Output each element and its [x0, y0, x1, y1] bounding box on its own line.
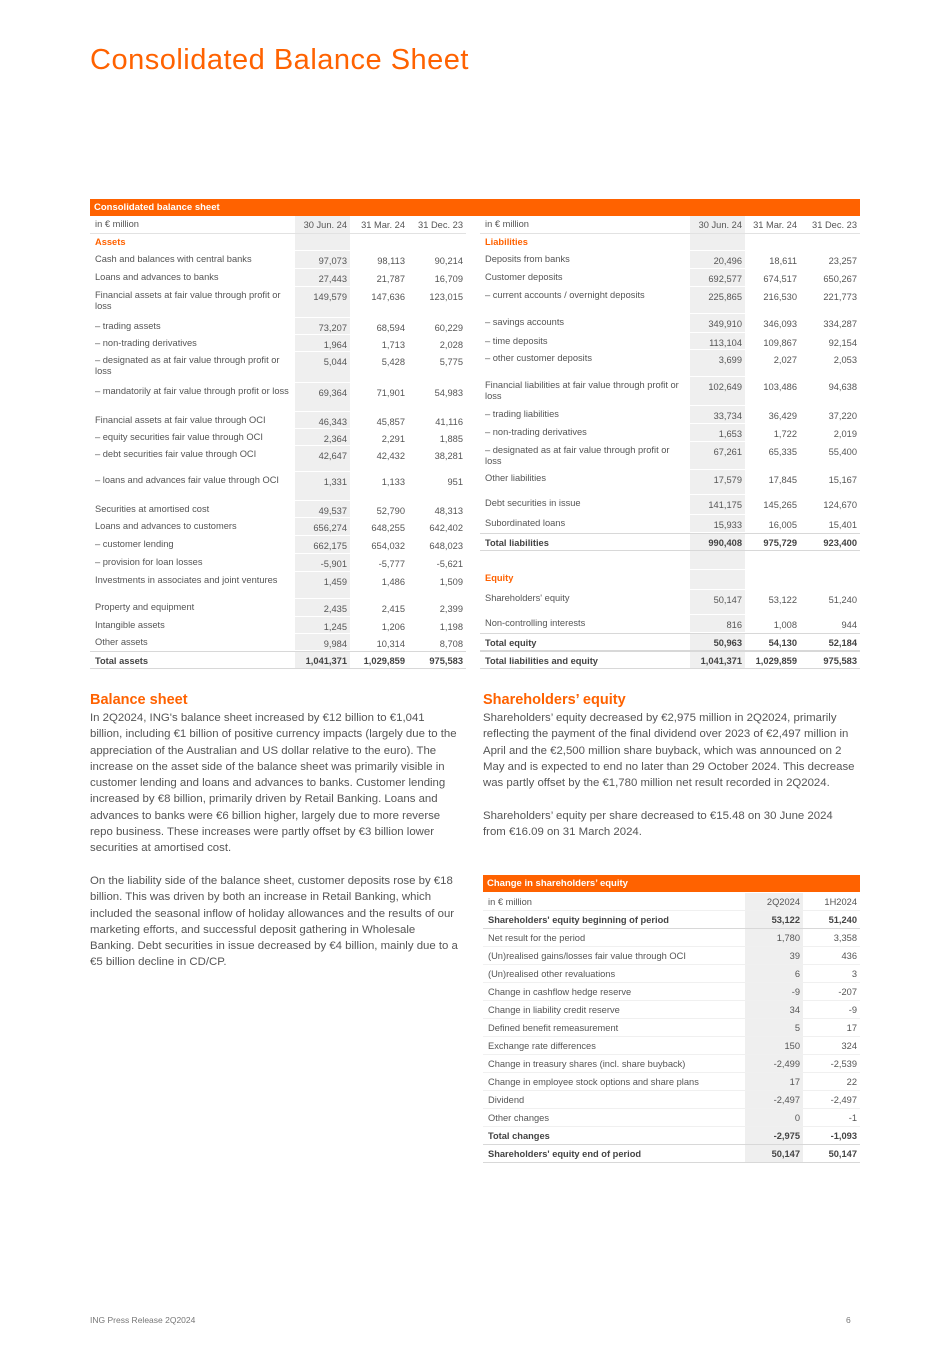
row-label: Liabilities [485, 237, 528, 247]
cell-value: 2,027 [773, 355, 797, 365]
balance-sheet-text [90, 710, 460, 987]
cell-value: 1,198 [439, 622, 463, 632]
cell-value: 41,116 [435, 417, 463, 427]
cell-value: 324 [841, 1041, 857, 1051]
cell-value: 975,583 [429, 656, 463, 666]
row-label: Total changes [488, 1131, 550, 1141]
cell-value: 50,147 [690, 590, 745, 614]
equity-change-header-bar [483, 875, 860, 892]
cell-value: 90,214 [434, 256, 463, 266]
cell-value: 1,331 [295, 472, 350, 500]
row-label: – current accounts / overnight deposits [485, 290, 645, 300]
cell-value: 36,429 [768, 411, 797, 421]
cell-value: 50,147 [745, 1145, 803, 1162]
table-row [90, 501, 466, 518]
cell-value: 15,933 [690, 515, 745, 532]
paragraph: Shareholders’ equity per share decreased to €15.48 on 30 June 2024 from €16.09 on 31 March 2024. [483, 809, 833, 839]
balance-sheet-header-bar [90, 199, 860, 216]
section-label [480, 570, 860, 590]
page-number: 6 [846, 1315, 851, 1325]
cell-value: 1,041,371 [295, 652, 350, 668]
cell-value: 124,670 [823, 500, 857, 510]
table-row [480, 495, 860, 515]
cell-value: -9 [745, 983, 803, 1000]
row-label: Securities at amortised cost [95, 504, 210, 514]
row-label: Other changes [488, 1113, 549, 1123]
table-row [90, 617, 466, 634]
cell-value: -9 [848, 1005, 857, 1015]
row-label: Change in treasury shares (incl. share buyback) [488, 1059, 686, 1069]
footer-text: ING Press Release 2Q2024 [90, 1315, 196, 1325]
cell-value: 102,649 [690, 377, 745, 405]
cell-value: -2,499 [745, 1055, 803, 1072]
cell-value: 648,023 [429, 541, 463, 551]
row-label: Total liabilities [485, 538, 549, 548]
cell-value: 69,364 [295, 383, 350, 411]
cell-value: 68,594 [376, 323, 405, 333]
cell-value: 97,073 [295, 251, 350, 268]
row-label: – trading liabilities [485, 409, 559, 419]
cell-value [295, 234, 350, 250]
row-label: – equity securities fair value through OCI [95, 432, 263, 442]
cell-value: 51,240 [828, 595, 857, 605]
balance-sheet-heading: Balance sheet [90, 692, 188, 708]
cell-value: 54,983 [434, 388, 463, 398]
cell-value: 3,358 [833, 933, 857, 943]
cell-value: 1,780 [745, 929, 803, 946]
cell-value: -5,777 [378, 559, 405, 569]
cell-value: 1,509 [439, 577, 463, 587]
table-row [480, 251, 860, 269]
cell-value: 923,400 [823, 538, 857, 548]
row-label: Loans and advances to customers [95, 521, 237, 531]
cell-value: 1,206 [381, 622, 405, 632]
cell-value: 975,583 [823, 656, 857, 666]
cell-value: 55,400 [828, 447, 857, 457]
cell-value: -1,093 [830, 1131, 857, 1141]
cell-value: 10,314 [376, 639, 405, 649]
cell-value: 54,130 [768, 638, 797, 648]
cell-value: 1,029,859 [363, 656, 405, 666]
cell-value: 50,147 [828, 1149, 857, 1159]
cell-value: 650,267 [823, 274, 857, 284]
table-row [90, 429, 466, 446]
row-label: Financial assets at fair value through profit or loss [95, 290, 281, 311]
cell-value: 9,984 [295, 634, 350, 650]
cell-value: 692,577 [690, 269, 745, 286]
row-label: Financial liabilities at fair value through profit or loss [485, 380, 679, 401]
table-row [90, 287, 466, 318]
cell-value: 20,496 [690, 251, 745, 268]
row-label: – customer lending [95, 539, 174, 549]
liabilities-table [480, 216, 860, 669]
cell-value: 216,530 [763, 292, 797, 302]
cell-value: 21,787 [376, 274, 405, 284]
cell-value: 944 [841, 620, 857, 630]
cell-value: 34 [745, 1001, 803, 1018]
row-label: Equity [485, 573, 514, 583]
table-row [483, 965, 860, 983]
total-row [483, 1127, 860, 1145]
cell-value: 1,245 [295, 617, 350, 633]
cell-value: 2,435 [295, 599, 350, 616]
row-label: (Un)realised gains/losses fair value through OCI [488, 951, 686, 961]
table-row [480, 551, 860, 570]
table-row [480, 406, 860, 424]
table-row [90, 335, 466, 352]
row-label: – time deposits [485, 336, 548, 346]
table-header-row [483, 893, 860, 911]
cell-value: 42,647 [295, 446, 350, 471]
table-row [483, 1091, 860, 1109]
row-label: Change in liability credit reserve [488, 1005, 620, 1015]
table-row [90, 518, 466, 536]
cell-value [690, 551, 745, 569]
cell-value: 45,857 [376, 417, 405, 427]
cell-value: 145,265 [763, 500, 797, 510]
total-row [90, 651, 466, 669]
cell-value: 436 [841, 951, 857, 961]
table-row [483, 1073, 860, 1091]
cell-value: -2,975 [745, 1127, 803, 1144]
cell-value: 52,790 [376, 506, 405, 516]
table-row [480, 442, 860, 470]
table-row [90, 352, 466, 383]
table-row [90, 269, 466, 287]
cell-value: -2,497 [830, 1095, 857, 1105]
row-label: Other liabilities [485, 473, 546, 483]
cell-value: 51,240 [828, 915, 857, 925]
unit-label: in € million [488, 897, 532, 907]
cell-value [800, 551, 860, 569]
row-label: Net result for the period [488, 933, 586, 943]
cell-value: 2,399 [439, 604, 463, 614]
row-label: Deposits from banks [485, 254, 570, 264]
column-header: 31 Dec. 23 [418, 220, 463, 230]
table-row [483, 1109, 860, 1127]
row-label: – non-trading derivatives [485, 427, 587, 437]
cell-value: -207 [838, 987, 857, 997]
cell-value: 2,291 [381, 434, 405, 444]
row-label: – designated as at fair value through profit or loss [485, 445, 670, 466]
cell-value: 92,154 [828, 338, 857, 348]
cell-value: 990,408 [690, 534, 745, 550]
row-label: Exchange rate differences [488, 1041, 596, 1051]
row-label: Loans and advances to banks [95, 272, 219, 282]
cell-value: 2,028 [439, 340, 463, 350]
cell-value [745, 570, 800, 589]
table-row [480, 287, 860, 314]
cell-value: 48,313 [434, 506, 463, 516]
cell-value: 49,537 [295, 501, 350, 517]
equity-change-table [483, 893, 860, 1163]
cell-value: 1,722 [773, 429, 797, 439]
table-row [90, 446, 466, 472]
row-label: Other assets [95, 637, 148, 647]
table-row [480, 333, 860, 350]
paragraph: In 2Q2024, ING's balance sheet increased by €12 billion to €1,041 billion, including €1 billion of positive currency impacts (largely due to the appreciation of the Australian and US dollar relative to the euro). The increase on the asset side of the balance sheet was primarily visible in customer lending and loans and advances to banks. Customer lending increased by €8 billion, primarily driven by Retail Banking. Loans and advances to banks were €6 billion higher, largely due to more reverse repo business. These increases were partly offset by €3 billion lower securities at amortised cost. [90, 712, 457, 855]
row-label: Shareholders' equity end of period [488, 1149, 642, 1159]
cell-value: 2,019 [833, 429, 857, 439]
cell-value: 3 [851, 969, 857, 979]
cell-value: 5,775 [439, 357, 463, 367]
total-row [480, 533, 860, 551]
paragraph: Shareholders’ equity decreased by €2,975 million in 2Q2024, primarily reflecting the payment of the final dividend over 2023 of €2,497 million in April and the €2,500 million share buyback, which was announced on 2 May and is expected to end no later than 29 October 2024. This decrease was partly offset by the €1,780 million net result recorded in 2Q2024. [483, 712, 855, 790]
cell-value: 0 [745, 1109, 803, 1126]
row-label: Debt securities in issue [485, 498, 581, 508]
total-row [483, 911, 860, 929]
column-header: 2Q2024 [745, 893, 803, 910]
cell-value: 37,220 [828, 411, 857, 421]
cell-value: 2,053 [833, 355, 857, 365]
row-label: Defined benefit remeasurement [488, 1023, 619, 1033]
cell-value: -2,539 [830, 1059, 857, 1069]
row-label: Property and equipment [95, 602, 195, 612]
cell-value: 17 [745, 1073, 803, 1090]
cell-value: 27,443 [295, 269, 350, 286]
row-label: – debt securities fair value through OCI [95, 449, 257, 459]
paragraph: On the liability side of the balance sheet, customer deposits rose by €18 billion. This was driven by both an increase in Retail Banking, which included the seasonal inflow of holiday allowances and the results of our marketing efforts, and successful deposit gathering in Wholesale Banking. Debt securities in issue decreased by €4 billion, mainly due to a €5 billion decline in CD/CP. [90, 874, 458, 969]
cell-value: 1,885 [439, 434, 463, 444]
cell-value: 1,133 [381, 477, 405, 487]
cell-value: 149,579 [295, 287, 350, 317]
cell-value: 1,029,859 [755, 656, 797, 666]
table-row [480, 269, 860, 287]
row-label: Assets [95, 237, 126, 247]
cell-value: 1,964 [295, 335, 350, 351]
row-label: Change in employee stock options and share plans [488, 1077, 699, 1087]
row-label: Investments in associates and joint ventures [95, 575, 278, 585]
cell-value: 53,122 [768, 595, 797, 605]
row-label: (Un)realised other revaluations [488, 969, 616, 979]
cell-value: 23,257 [828, 256, 857, 266]
table-row [483, 1019, 860, 1037]
table-row [90, 318, 466, 335]
table-row [480, 470, 860, 495]
page-title: Consolidated Balance Sheet [90, 44, 469, 76]
column-header: 31 Mar. 24 [753, 220, 797, 230]
cell-value [690, 570, 745, 589]
unit-label: in € million [485, 219, 529, 229]
cell-value: 65,335 [768, 447, 797, 457]
column-header: 31 Dec. 23 [812, 220, 857, 230]
cell-value: -5,621 [436, 559, 463, 569]
cell-value: -5,901 [295, 554, 350, 571]
row-label: Total assets [95, 656, 149, 666]
assets-table [90, 216, 466, 669]
cell-value: 16,709 [434, 274, 463, 284]
table-row [90, 251, 466, 269]
row-label: Dividend [488, 1095, 525, 1105]
column-header: 30 Jun. 24 [295, 216, 350, 233]
table-row [90, 572, 466, 599]
table-row [483, 947, 860, 965]
equity-heading: Shareholders’ equity [483, 692, 626, 708]
cell-value: 15,167 [828, 475, 857, 485]
table-row [90, 536, 466, 554]
table-row [480, 515, 860, 533]
cell-value: 2,415 [381, 604, 405, 614]
cell-value: 662,175 [295, 536, 350, 553]
cell-value: 50,963 [690, 634, 745, 650]
cell-value: 221,773 [823, 292, 857, 302]
cell-value: 5,428 [381, 357, 405, 367]
cell-value: 225,865 [690, 287, 745, 313]
total-row [480, 633, 860, 651]
cell-value: 1,008 [773, 620, 797, 630]
total-row [483, 1145, 860, 1163]
cell-value: 94,638 [828, 382, 857, 392]
table-header-row [90, 216, 466, 234]
cell-value: 334,287 [823, 319, 857, 329]
table-row [90, 383, 466, 412]
section-label [480, 234, 860, 251]
table-title: Consolidated balance sheet [94, 202, 220, 213]
cell-value: 42,432 [376, 451, 405, 461]
row-label: Subordinated loans [485, 518, 566, 528]
cell-value: 17,579 [690, 470, 745, 494]
row-label [480, 551, 690, 569]
cell-value: 17,845 [768, 475, 797, 485]
row-label: Total equity [485, 638, 537, 648]
cell-value: 18,611 [769, 256, 797, 266]
cell-value: 6 [745, 965, 803, 982]
cell-value: 5,044 [295, 352, 350, 382]
cell-value: 16,005 [768, 520, 797, 530]
cell-value: 60,229 [434, 323, 463, 333]
cell-value: 816 [690, 615, 745, 632]
cell-value: 1,486 [381, 577, 405, 587]
table-row [483, 983, 860, 1001]
table-row [483, 929, 860, 947]
row-label: Shareholders' equity beginning of period [488, 915, 669, 925]
cell-value: 15,401 [828, 520, 857, 530]
cell-value: 951 [447, 477, 463, 487]
total-row [480, 651, 860, 669]
cell-value: 3,699 [690, 350, 745, 376]
row-label: – designated as at fair value through profit or loss [95, 355, 280, 376]
table-row [483, 1037, 860, 1055]
cell-value: -2,497 [745, 1091, 803, 1108]
cell-value: 1,713 [381, 340, 405, 350]
column-header: 30 Jun. 24 [690, 216, 745, 233]
table-row [480, 590, 860, 615]
cell-value: 46,343 [295, 412, 350, 428]
cell-value: 648,255 [371, 523, 405, 533]
cell-value: 349,910 [690, 314, 745, 332]
table-row [90, 472, 466, 501]
cell-value: 98,113 [377, 256, 405, 266]
cell-value [745, 234, 800, 250]
cell-value [745, 551, 800, 569]
cell-value [690, 234, 745, 250]
cell-value: 1,653 [690, 424, 745, 441]
row-label: – savings accounts [485, 317, 565, 327]
row-label: – trading assets [95, 321, 161, 331]
cell-value: 150 [745, 1037, 803, 1054]
table-title: Change in shareholders’ equity [487, 878, 628, 889]
cell-value: 123,015 [429, 292, 463, 302]
table-row [90, 412, 466, 429]
row-label: – non-trading derivatives [95, 338, 197, 348]
cell-value: 1,041,371 [690, 652, 745, 668]
unit-label: in € million [95, 219, 139, 229]
column-header: 1H2024 [824, 897, 857, 907]
row-label: – provision for loan losses [95, 557, 203, 567]
cell-value: 5 [745, 1019, 803, 1036]
row-label: Customer deposits [485, 272, 563, 282]
table-row [480, 615, 860, 633]
cell-value: 39 [745, 947, 803, 964]
row-label: Total liabilities and equity [485, 656, 598, 666]
section-label [90, 234, 466, 251]
table-row [480, 350, 860, 377]
cell-value: 975,729 [763, 538, 797, 548]
cell-value [800, 234, 860, 250]
row-label: Cash and balances with central banks [95, 254, 252, 264]
row-label: Shareholders' equity [485, 593, 570, 603]
cell-value: 38,281 [434, 451, 463, 461]
cell-value: 22 [846, 1077, 857, 1087]
cell-value: 642,402 [429, 523, 463, 533]
table-row [90, 634, 466, 651]
cell-value: 141,175 [690, 495, 745, 514]
cell-value: 53,122 [745, 911, 803, 928]
table-row [480, 377, 860, 406]
table-row [480, 424, 860, 442]
table-row [90, 599, 466, 617]
row-label: – loans and advances fair value through OCI [95, 475, 279, 485]
cell-value: 674,517 [763, 274, 797, 284]
cell-value [408, 234, 466, 250]
table-row [483, 1055, 860, 1073]
cell-value: 147,636 [371, 292, 405, 302]
cell-value [350, 234, 408, 250]
cell-value: 1,459 [295, 572, 350, 598]
column-header: 31 Mar. 24 [361, 220, 405, 230]
cell-value: 2,364 [295, 429, 350, 445]
cell-value: 8,708 [439, 639, 463, 649]
cell-value: 17 [846, 1023, 857, 1033]
cell-value: 71,901 [376, 388, 405, 398]
cell-value: 73,207 [295, 318, 350, 334]
table-row [90, 554, 466, 572]
cell-value: 52,184 [828, 638, 857, 648]
cell-value: 113,104 [690, 333, 745, 349]
table-header-row [480, 216, 860, 234]
cell-value: 67,261 [690, 442, 745, 469]
cell-value: 654,032 [371, 541, 405, 551]
cell-value: 109,867 [763, 338, 797, 348]
row-label: Financial assets at fair value through OCI [95, 415, 266, 425]
cell-value [800, 570, 860, 589]
row-label: Intangible assets [95, 620, 165, 630]
table-row [483, 1001, 860, 1019]
cell-value: 346,093 [763, 319, 797, 329]
row-label: – mandatorily at fair value through profit or loss [95, 386, 289, 396]
cell-value: 656,274 [295, 518, 350, 535]
row-label: – other customer deposits [485, 353, 592, 363]
row-label: Non-controlling interests [485, 618, 586, 628]
cell-value: -1 [848, 1113, 857, 1123]
table-row [480, 314, 860, 333]
equity-text [483, 710, 858, 857]
row-label: Change in cashflow hedge reserve [488, 987, 632, 997]
cell-value: 33,734 [690, 406, 745, 423]
cell-value: 103,486 [763, 382, 797, 392]
